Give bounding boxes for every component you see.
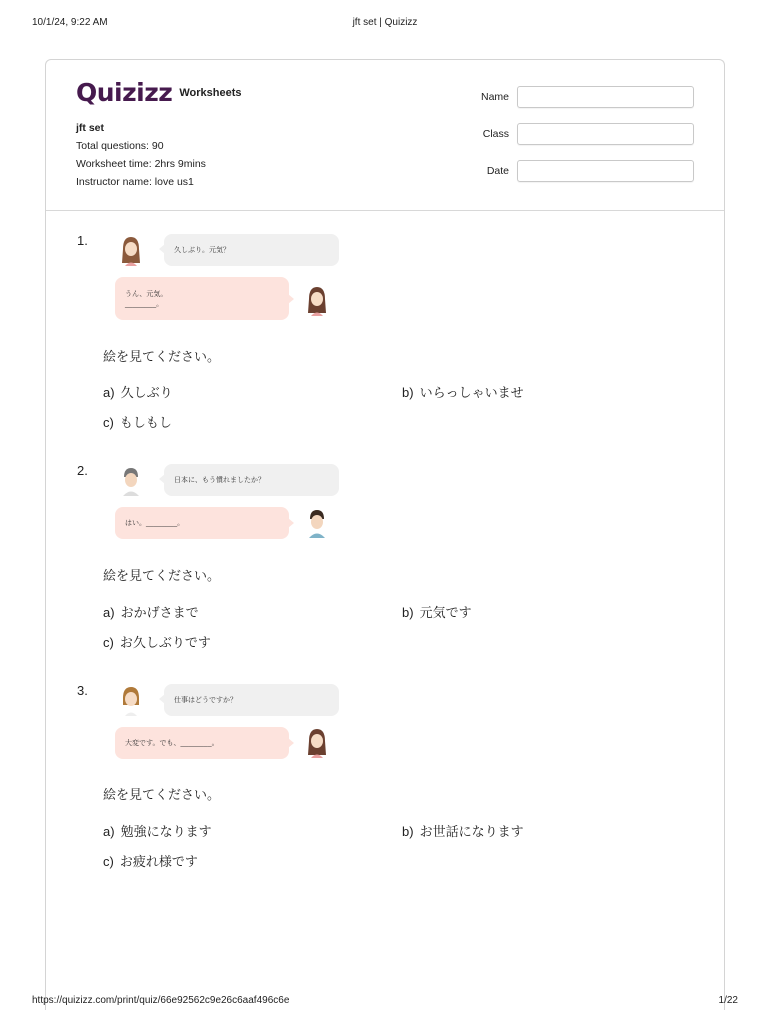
option-c[interactable]: [103, 851, 198, 870]
print-page-title: jft set | Quizizz: [352, 17, 418, 28]
option-a[interactable]: [103, 821, 212, 840]
quizizz-logo: [76, 80, 242, 106]
option-b[interactable]: [402, 382, 524, 401]
woman-face-icon: [305, 285, 329, 317]
question-2: [77, 463, 717, 653]
question-prompt: 絵を見てください。: [103, 787, 221, 802]
option-key: c): [103, 854, 114, 869]
date-label: Date: [486, 165, 509, 177]
speech-bubble-bottom: うん、元気。 ________。: [115, 277, 289, 320]
option-key: a): [103, 385, 115, 400]
class-input[interactable]: [517, 123, 694, 145]
worksheet-meta: [76, 119, 206, 191]
print-url[interactable]: https://quizizz.com/print/quiz/66e92562c9e26c6aaf496c6e: [32, 995, 290, 1006]
option-key: a): [103, 824, 115, 839]
option-text: もしもし: [119, 415, 172, 430]
option-text: お疲れ様です: [119, 854, 198, 869]
option-key: c): [103, 415, 114, 430]
option-key: c): [103, 635, 114, 650]
name-input[interactable]: [517, 86, 694, 108]
worksheet-sheet: [45, 59, 725, 1010]
class-field-row: [481, 123, 694, 145]
speech-bubble-top: 仕事はどうですか？: [164, 684, 339, 716]
woman-face-icon: [119, 685, 143, 717]
man-face-icon: [305, 507, 329, 539]
option-a[interactable]: [103, 602, 199, 621]
option-text: いらっしゃいませ: [419, 385, 524, 400]
question-number: 3.: [77, 683, 88, 698]
print-footer: [32, 995, 738, 1009]
option-text: お世話になります: [419, 824, 524, 839]
dialogue-illustration: [105, 683, 353, 765]
dialogue-illustration: [105, 463, 353, 545]
option-text: おかげさまで: [120, 605, 199, 620]
question-1: [77, 233, 717, 433]
print-datetime: 10/1/24, 9:22 AM: [32, 17, 108, 28]
worksheet-time: Worksheet time: 2hrs 9mins: [76, 158, 206, 170]
option-b[interactable]: [402, 602, 472, 621]
name-label: Name: [480, 91, 509, 103]
woman-face-icon: [305, 727, 329, 759]
question-number: 1.: [77, 233, 88, 248]
question-prompt: 絵を見てください。: [103, 568, 221, 583]
student-fields: [481, 86, 694, 197]
print-header: [32, 17, 738, 31]
question-prompt: 絵を見てください。: [103, 349, 221, 364]
date-input[interactable]: [517, 160, 694, 182]
option-a[interactable]: [103, 382, 173, 401]
logo-subtitle: Worksheets: [179, 87, 242, 99]
page-number: 1/22: [718, 995, 738, 1006]
option-key: b): [402, 385, 414, 400]
option-key: b): [402, 605, 414, 620]
option-key: a): [103, 605, 115, 620]
total-questions: Total questions: 90: [76, 140, 164, 152]
dialogue-illustration: [105, 233, 353, 325]
name-field-row: [481, 86, 694, 108]
logo-wordmark: Quizizz: [76, 78, 173, 107]
option-c[interactable]: [103, 632, 211, 651]
option-text: 元気です: [419, 605, 472, 620]
instructor-name: Instructor name: love us1: [76, 176, 194, 188]
speech-bubble-bottom: はい。________。: [115, 507, 289, 539]
option-text: 久しぶり: [120, 385, 173, 400]
question-3: [77, 683, 717, 873]
speech-bubble-bottom: 大変です。でも、________。: [115, 727, 289, 759]
worksheet-title: jft set: [76, 122, 105, 134]
worksheet-header: [46, 60, 724, 211]
date-field-row: [481, 160, 694, 182]
speech-bubble-top: 日本に、もう慣れましたか？: [164, 464, 339, 496]
option-text: 勉強になります: [120, 824, 212, 839]
class-label: Class: [482, 128, 509, 140]
option-text: お久しぶりです: [119, 635, 211, 650]
option-b[interactable]: [402, 821, 524, 840]
option-key: b): [402, 824, 414, 839]
question-number: 2.: [77, 463, 88, 478]
woman-face-icon: [119, 235, 143, 267]
speech-bubble-top: 久しぶり。元気？: [164, 234, 339, 266]
man-face-icon: [119, 465, 143, 497]
option-c[interactable]: [103, 412, 172, 431]
